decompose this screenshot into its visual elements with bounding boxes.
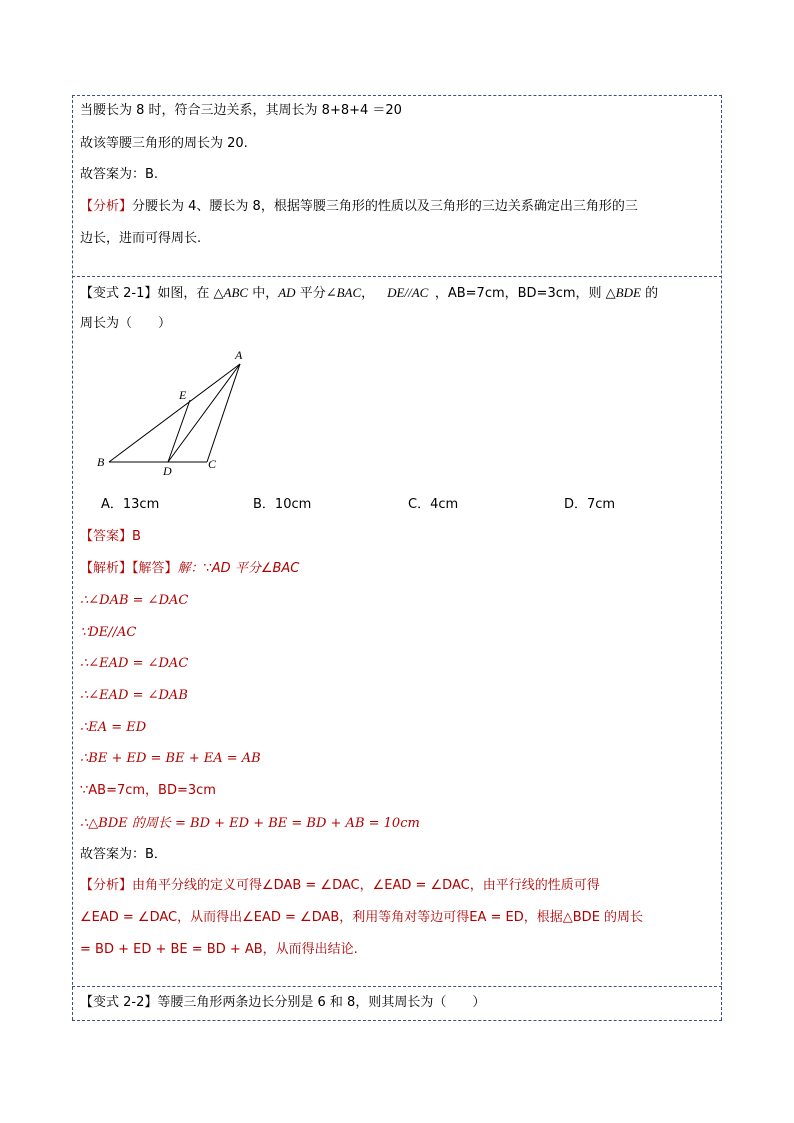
option-b: B．10cm [253,497,312,512]
solution-step: ∴∠DAB = ∠DAC [80,593,189,608]
analysis-tag: 【分析】 [80,878,133,893]
option-d: D．7cm [564,497,616,512]
box-bottom-border [72,1020,722,1021]
answer-line [80,527,141,547]
segment-ac [207,364,240,462]
solution-line: 故答案为：B. [80,167,159,182]
segment-ad [168,364,240,462]
solution-step: ∴∠EAD = ∠DAB [80,688,188,703]
label-e: E [179,388,187,402]
label-c: C [208,457,217,471]
solution-header [80,559,299,579]
solution-line: 当腰长为 8 时，符合三边关系，其周长为 8+8+4 ＝20 [80,103,402,118]
analysis-line: = BD + ED + BE = BD + AB，从而得出结论. [80,942,358,957]
triangle-figure [90,343,260,478]
option-a: A．13cm [101,497,160,512]
solution-step: ∵AB=7cm，BD=3cm [80,783,216,798]
analysis-text: 分腰长为 4、腰长为 8，根据等腰三角形的性质以及三角形的三边关系确定出三角形的三 [132,199,638,214]
box-top-border [72,95,722,96]
solution-intro: 解：∵AD 平分∠BAC [177,561,300,576]
solution-step: ∴BE + ED = BE + EA = AB [80,751,261,766]
question-tag: 【变式 2-1】 [80,286,158,301]
solution-step: ∵DE//AC [80,625,137,640]
label-b: B [97,455,105,469]
label-a: A [235,348,243,362]
answer-value: B [132,529,141,544]
option-c: C．4cm [408,497,459,512]
question-stem-line2: 周长为（ ） [80,316,172,331]
segment-ba [109,364,240,462]
analysis-line: ∠EAD = ∠DAC，从而得出∠EAD = ∠DAB，利用等角对等边可得EA = ED，根据△BDE 的周长 [80,910,644,925]
solution-step: ∴EA = ED [80,720,147,735]
analysis-line [80,197,638,217]
solution-tag: 【解析】【解答】 [80,561,178,576]
label-d: D [163,464,172,478]
solution-step: ∴∠EAD = ∠DAC [80,656,189,671]
answer-tag: 【答案】 [80,529,133,544]
solution-conclusion: 故答案为：B． [80,847,167,862]
analysis-line: 边长，进而可得周长. [80,231,202,246]
question-stem: 【变式 2-2】等腰三角形两条边长分别是 6 和 8，则其周长为（ ） [80,995,486,1010]
analysis-tag: 【分析】 [80,199,133,214]
analysis-text: 由角平分线的定义可得∠DAB = ∠DAC，∠EAD = ∠DAC，由平行线的性质可得 [132,878,600,893]
section-divider [72,986,722,987]
question-tag: 【变式 2-2】 [80,995,158,1010]
solution-step: ∴△BDE 的周长 = BD + ED + BE = BD + AB = 10cm [80,816,420,831]
question-stem: 【变式 2-1】如图，在 △ABC 中，AD 平分∠BAC， DE//AC ，AB=7cm，BD=3cm，则 △BDE 的 [80,285,659,301]
analysis-line [80,876,600,896]
solution-line: 故该等腰三角形的周长为 20. [80,136,248,151]
section-divider [72,276,722,277]
